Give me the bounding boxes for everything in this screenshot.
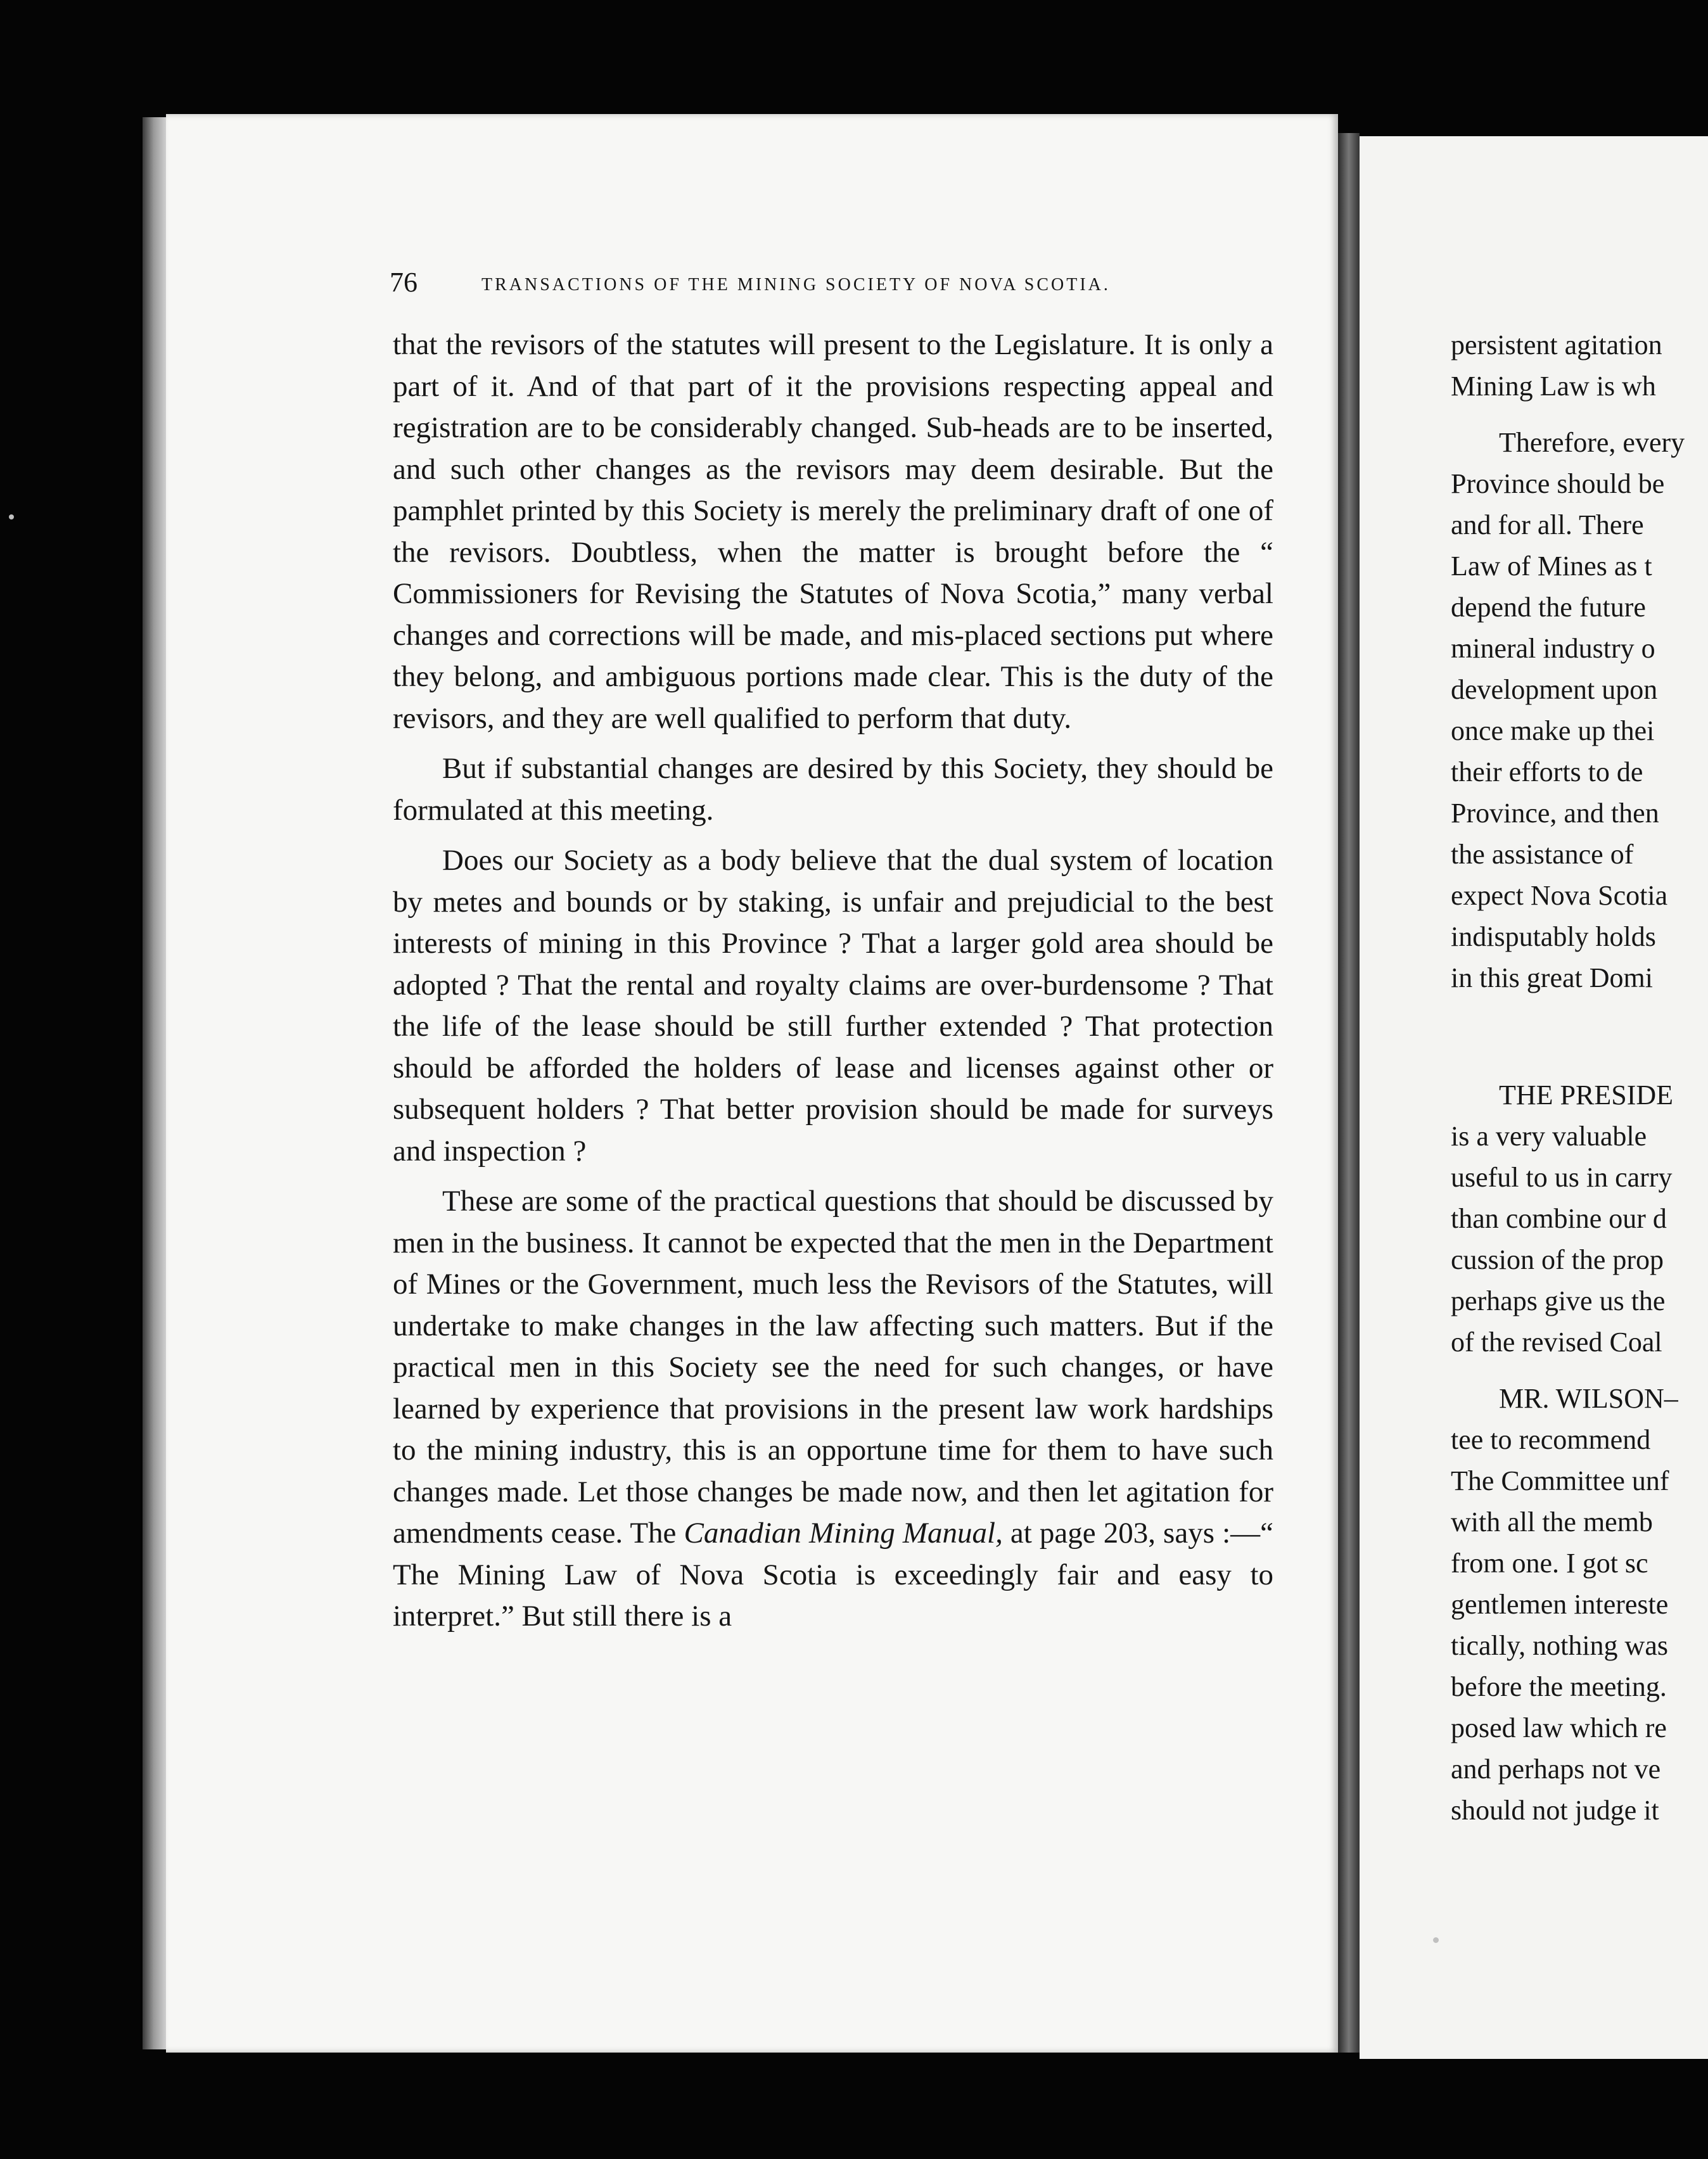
text-line: perhaps give us the [1451,1285,1666,1316]
paragraph [393,324,1273,739]
text-line: Law of Mines as t [1451,551,1652,582]
text-line: Province should be [1451,468,1665,499]
text-line: tically, nothing was [1451,1630,1668,1661]
paragraph [393,840,1273,1172]
text-line: gentlemen intereste [1451,1589,1669,1620]
page-header [390,266,1194,304]
scan-speck [9,514,14,519]
paragraph-text: that the revisors of the statutes will present to the Legislature. It is only a part of it. And of that part of it the provisions respecting appeal and registration are to be considerably changed. Sub-heads are to be inserted, and such other changes as the revisors may deem desirable. But the pamphlet printed by this Society is merely the preliminary draft of one of the revisors. Doubtless, when the matter is brought before the “ Commissioners for Revising the Statutes of Nova Scotia,” many verbal changes and corrections will be made, and mis-placed sections put where they belong, and ambiguous portions made clear. This is the duty of the revisors, and they are well qualified to perform that duty. [393,328,1273,735]
paragraph-text: But if substantial changes are desired by this Society, they should be formulated at this meeting. [393,752,1273,827]
text-line: mineral industry o [1451,633,1655,664]
text-line: before the meeting. [1451,1671,1667,1702]
text-line: MR. WILSON– [1499,1383,1678,1414]
paragraph [393,1181,1273,1638]
text-line: Therefore, every [1499,427,1685,458]
paragraph-text: Does our Society as a body believe that the dual system of location by metes and bounds or by staking, is unfair and prejudicial to the best interests of mining in this Province ? That a larger gold area should be adopted ? That the rental and royalty claims are over-burdensome ? That the life of the lease should be still further extended ? That protection should be afforded the holders of lease and licenses against other or subsequent holders ? That better provision should be made for surveys and inspection ? [393,844,1273,1168]
page-number: 76 [390,267,417,298]
paragraph [393,748,1273,831]
text-line: once make up thei [1451,715,1655,746]
text-line: Province, and then [1451,798,1659,829]
text-line: with all the memb [1451,1506,1653,1538]
text-line: of the revised Coal [1451,1327,1662,1358]
scan-speck [1433,1937,1439,1943]
book-spine [1338,133,1360,2053]
paragraph-gap [1451,998,1708,1074]
text-line: is a very valuable [1451,1121,1647,1152]
text-line: cussion of the prop [1451,1244,1664,1275]
left-text-column [393,324,1273,1638]
left-gutter-shadow [143,117,168,2049]
text-line: persistent agitation [1451,329,1662,360]
paragraph-gap [1451,1363,1708,1378]
text-line: posed law which re [1451,1712,1667,1743]
text-line: and perhaps not ve [1451,1754,1661,1785]
text-line: useful to us in carry [1451,1162,1673,1193]
text-line: tee to recommend [1451,1424,1651,1455]
text-line: THE PRESIDE [1499,1080,1673,1111]
paragraph-gap [1451,407,1708,422]
text-line: expect Nova Scotia [1451,880,1668,911]
text-line: than combine our d [1451,1203,1667,1234]
text-line: in this great Domi [1451,962,1653,993]
running-head: TRANSACTIONS OF THE MINING SOCIETY OF NOVA SCOTIA. [481,275,1111,295]
text-line: and for all. There [1451,509,1644,540]
text-line: should not judge it [1451,1795,1659,1826]
text-line: from one. I got sc [1451,1548,1648,1579]
text-line: the assistance of [1451,839,1634,870]
text-line: their efforts to de [1451,756,1643,787]
paragraph-text: at page 203, says :—“ The Mining Law of Nova Scotia is exceedingly fair and easy to interpret.” But still there is a [393,1517,1273,1633]
text-line: indisputably holds [1451,921,1656,952]
paragraph-text: These are some of the practical questions that should be discussed by men in the business. It cannot be expected that the men in the Department of Mines or the Government, much less the Revisors of the Statutes, will undertake to make changes in the law affecting such matters. But if the practical men in this Society see the need for such changes, or have learned by experience that provisions in the present law work hardships to the mining industry, this is an opportune time for them to have such changes made. Let those changes be made now, and then let agitation for amendments cease. The [393,1185,1273,1550]
text-line: depend the future [1451,592,1646,623]
italic-title: Canadian Mining Manual, [684,1517,1003,1550]
right-text-column [1451,324,1708,1831]
text-line: development upon [1451,674,1658,705]
text-line: The Committee unf [1451,1465,1669,1496]
text-line: Mining Law is wh [1451,371,1656,402]
